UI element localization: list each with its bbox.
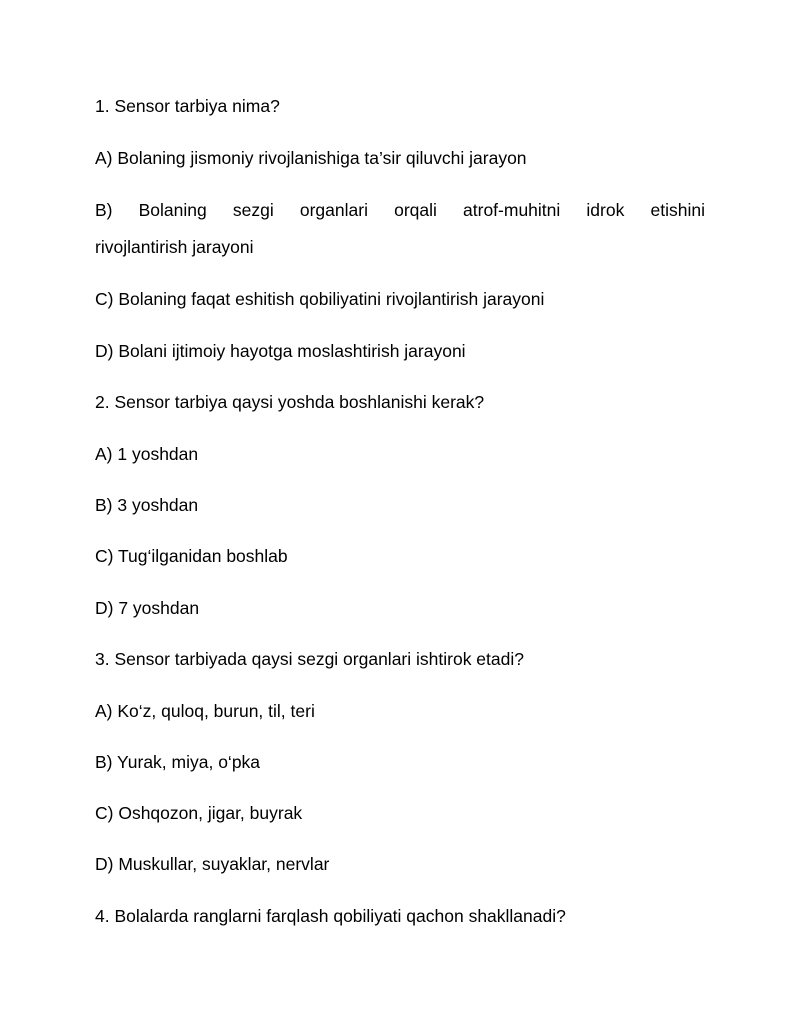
question-1-option-a: A) Bolaning jismoniy rivojlanishiga ta’sir qiluvchi jarayon	[95, 148, 527, 168]
question-3-option-a: A) Ko‘z, quloq, burun, til, teri	[95, 701, 315, 721]
word: etishini	[650, 200, 705, 220]
question-1-option-b-line-1	[95, 200, 705, 220]
question-1-option-c: C) Bolaning faqat eshitish qobiliyatini rivojlantirish jarayoni	[95, 289, 545, 309]
word: B)	[95, 200, 113, 220]
question-3-option-d: D) Muskullar, suyaklar, nervlar	[95, 854, 330, 874]
question-2-option-a: A) 1 yoshdan	[95, 444, 199, 464]
word: atrof-muhitni	[463, 200, 561, 220]
word: organlari	[299, 200, 368, 220]
word: idrok	[586, 200, 625, 220]
question-1-option-b-line-2: rivojlantirish jarayoni	[95, 237, 254, 257]
word: Bolaning	[138, 200, 207, 220]
question-3-option-c: C) Oshqozon, jigar, buyrak	[95, 803, 303, 823]
question-1-option-d: D) Bolani ijtimoiy hayotga moslashtirish jarayoni	[95, 341, 466, 361]
question-2-option-d: D) 7 yoshdan	[95, 598, 200, 618]
word: orqali	[394, 200, 437, 220]
question-2: 2. Sensor tarbiya qaysi yoshda boshlanishi kerak?	[95, 392, 485, 412]
question-4: 4. Bolalarda ranglarni farqlash qobiliyati qachon shakllanadi?	[95, 906, 566, 926]
question-2-option-c: C) Tug‘ilganidan boshlab	[95, 546, 288, 566]
question-3-option-b: B) Yurak, miya, o‘pka	[95, 752, 261, 772]
question-1: 1. Sensor tarbiya nima?	[95, 96, 280, 116]
word: sezgi	[232, 200, 274, 220]
question-2-option-b: B) 3 yoshdan	[95, 495, 199, 515]
question-3: 3. Sensor tarbiyada qaysi sezgi organlari ishtirok etadi?	[95, 649, 524, 669]
